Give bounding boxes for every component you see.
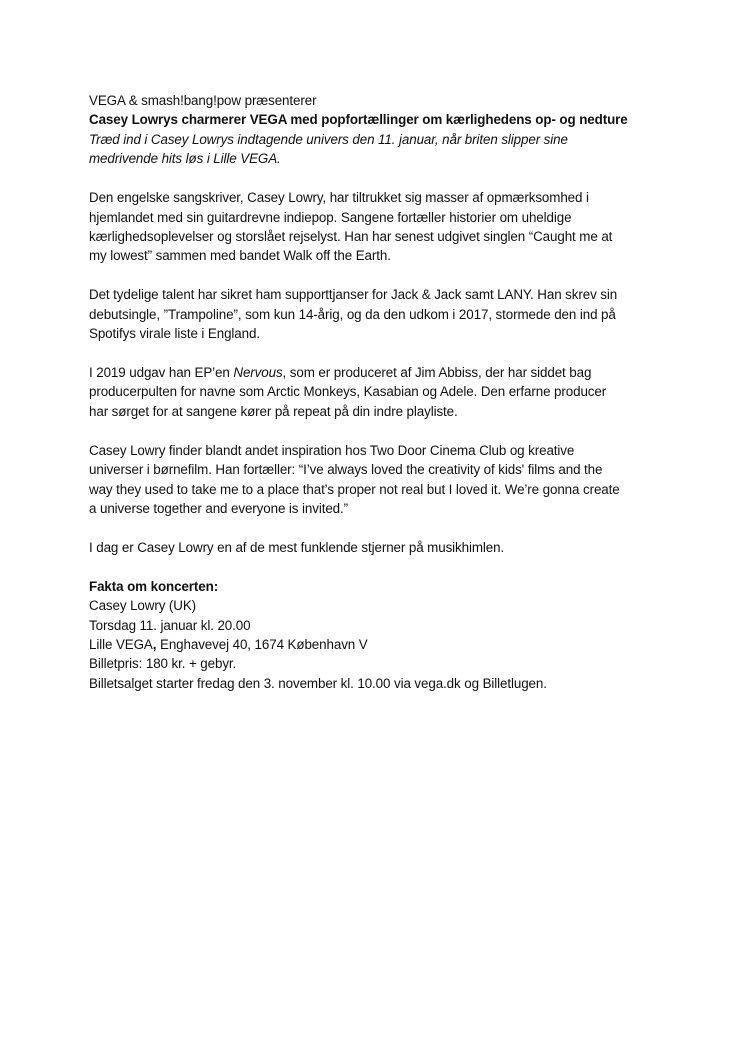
p3-line-1 (89, 363, 669, 382)
paragraph-2 (89, 285, 669, 343)
headline: Casey Lowrys charmerer VEGA med popfortællinger om kærlighedens op- og nedture (89, 112, 628, 128)
subhead-line-2: medrivende hits løs i Lille VEGA. (89, 151, 281, 167)
paragraph-3 (89, 363, 669, 421)
paragraph-5 (89, 538, 669, 557)
p3-line-3: har sørget for at sangene kører på repeat på din indre playliste. (89, 403, 458, 419)
p4-line-1: Casey Lowry finder blandt andet inspiration hos Two Door Cinema Club og kreative (89, 442, 575, 458)
p4-line-4: a universe together and everyone is invited.” (89, 500, 349, 516)
ep-title: Nervous (233, 364, 283, 380)
venue-name: Lille VEGA (89, 636, 153, 652)
venue-separator: , (152, 636, 157, 652)
paragraph-1 (89, 188, 669, 266)
p3-line-2: producerpulten for navne som Arctic Monkeys, Kasabian og Adele. Den erfarne producer (89, 384, 607, 400)
header-block (89, 91, 669, 169)
p1-line-3: kærlighedsoplevelser og storslået rejselyst. Han har senest udgivet singlen “Caught me at (89, 228, 613, 244)
p1-line-2: hjemlandet med sin guitardrevne indiepop. Sangene fortæller historier om uheldige (89, 209, 572, 225)
p2-line-3: Spotifys virale liste i England. (89, 326, 260, 342)
p2-line-2: debutsingle, ”Trampoline”, som kun 14-årig, og da den udkom i 2017, stormede den ind på (89, 306, 616, 322)
subhead-line-1: Træd ind i Casey Lowrys indtagende univers den 11. januar, når briten slipper sine (89, 131, 568, 147)
p3-line-1-post: , som er produceret af Jim Abbiss, der har siddet bag (282, 364, 592, 380)
p3-line-1-pre: I 2019 udgav han EP’en (89, 364, 234, 380)
venue-address: Enghavevej 40, 1674 København V (156, 636, 368, 652)
facts-heading: Fakta om koncerten: (89, 578, 219, 594)
facts-price: Billetpris: 180 kr. + gebyr. (89, 656, 237, 672)
p2-line-1: Det tydelige talent har sikret ham supporttjanser for Jack & Jack samt LANY. Han skrev sin (89, 287, 618, 303)
paragraph-4 (89, 441, 669, 519)
facts-venue (89, 635, 669, 654)
presenter-line: VEGA & smash!bang!pow præsenterer (89, 93, 317, 108)
press-release (89, 91, 669, 693)
facts-block (89, 577, 669, 693)
p1-line-4: my lowest” sammen med bandet Walk off the Earth. (89, 248, 391, 264)
facts-date: Torsdag 11. januar kl. 20.00 (89, 617, 251, 633)
p5-line-1: I dag er Casey Lowry en af de mest funklende stjerner på musikhimlen. (89, 539, 505, 555)
p4-line-2: universer i børnefilm. Han fortæller: “I’ve always loved the creativity of kids' films and the (89, 462, 603, 478)
facts-artist: Casey Lowry (UK) (89, 598, 197, 614)
p4-line-3: way they used to take me to a place that’s proper not real but I loved it. We’re gonna create (89, 481, 620, 497)
p1-line-1: Den engelske sangskriver, Casey Lowry, har tiltrukket sig masser af opmærksomhed i (89, 190, 589, 206)
facts-sale: Billetsalget starter fredag den 3. november kl. 10.00 via vega.dk og Billetlugen. (89, 675, 547, 691)
